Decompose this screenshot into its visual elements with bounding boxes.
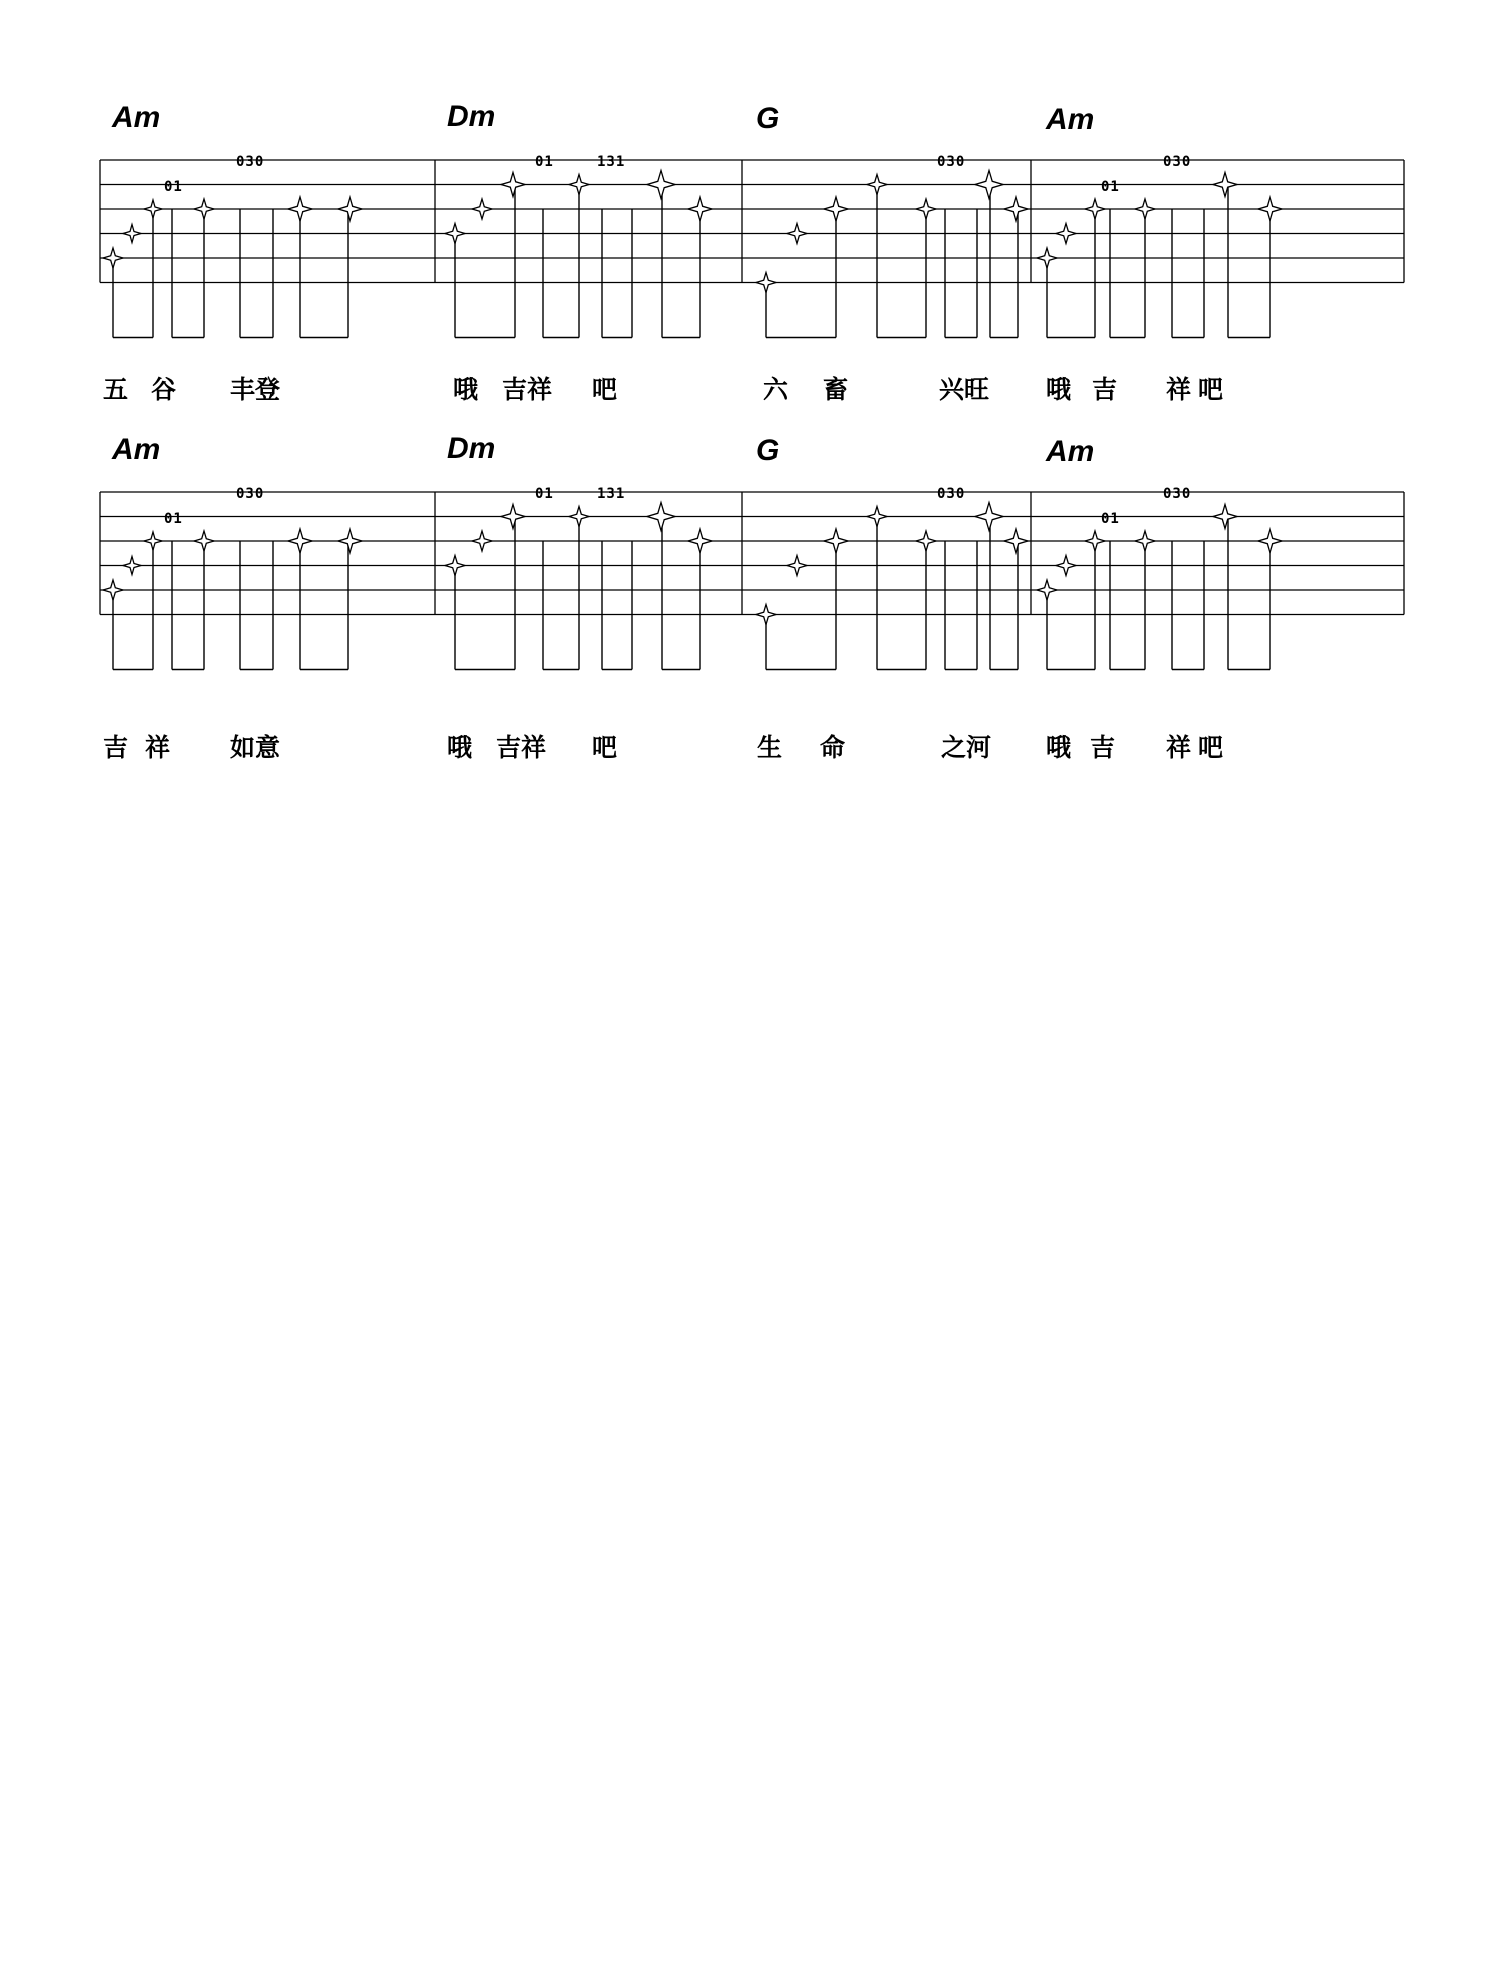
- chord-symbol: G: [756, 434, 780, 467]
- chord-symbol: G: [756, 102, 780, 135]
- fingering-label: 01: [164, 179, 183, 195]
- note-mark: [501, 173, 525, 197]
- note-mark: [1085, 531, 1105, 551]
- lyric-text: 畜: [823, 375, 849, 404]
- lyric-text: 生: [757, 733, 783, 762]
- note-mark: [338, 197, 362, 221]
- fingering-label: 030: [1163, 486, 1192, 502]
- note-mark: [1258, 197, 1282, 221]
- lyric-text: 五: [103, 375, 129, 404]
- note-mark: [288, 529, 312, 553]
- lyric-text: 之河: [941, 733, 992, 762]
- note-mark: [569, 507, 589, 527]
- note-mark: [1135, 531, 1155, 551]
- note-mark: [787, 556, 807, 576]
- note-mark: [144, 200, 162, 218]
- fingering-label: 01: [164, 511, 183, 527]
- lyric-text: 谷: [151, 375, 177, 404]
- note-mark: [1213, 505, 1237, 529]
- note-mark: [787, 224, 807, 244]
- lyric-text: 祥: [1166, 733, 1192, 762]
- lyric-text: 命: [820, 733, 846, 762]
- fingering-label: 030: [1163, 154, 1192, 170]
- note-mark: [123, 557, 141, 575]
- chord-symbol: Dm: [447, 432, 496, 465]
- lyric-text: 吉祥: [502, 375, 553, 404]
- chord-symbol: Am: [112, 101, 161, 134]
- fingering-label: 131: [597, 486, 626, 502]
- lyric-text: 吉祥: [496, 733, 547, 762]
- note-mark: [688, 529, 712, 553]
- note-mark: [1056, 556, 1076, 576]
- note-mark: [472, 199, 492, 219]
- fingering-label: 01: [1101, 179, 1120, 195]
- chord-symbol: Am: [112, 433, 161, 466]
- note-mark: [756, 605, 776, 625]
- fingering-label: 131: [597, 154, 626, 170]
- note-mark: [975, 503, 1003, 531]
- note-mark: [688, 197, 712, 221]
- note-mark: [867, 507, 887, 527]
- note-mark: [194, 199, 214, 219]
- lyric-text: 祥: [145, 733, 171, 762]
- lyric-text: 吉: [103, 733, 129, 762]
- note-mark: [1085, 199, 1105, 219]
- note-mark: [824, 529, 848, 553]
- note-mark: [1004, 529, 1028, 553]
- note-mark: [338, 529, 362, 553]
- note-mark: [103, 580, 123, 600]
- note-mark: [445, 556, 465, 576]
- chord-symbol: Am: [1046, 435, 1095, 468]
- note-mark: [916, 199, 936, 219]
- lyric-text: 祥: [1166, 375, 1192, 404]
- note-mark: [1056, 224, 1076, 244]
- chord-symbol: Am: [1046, 103, 1095, 136]
- lyric-text: 吉: [1092, 375, 1118, 404]
- lyric-text: 兴旺: [939, 375, 990, 404]
- note-mark: [288, 197, 312, 221]
- note-mark: [647, 171, 675, 199]
- note-mark: [569, 175, 589, 195]
- note-mark: [824, 197, 848, 221]
- lyric-text: 吉: [1090, 733, 1116, 762]
- fingering-label: 01: [535, 486, 554, 502]
- chord-symbol: Dm: [447, 100, 496, 133]
- lyric-text: 如意: [230, 733, 281, 762]
- fingering-label: 030: [236, 154, 265, 170]
- fingering-label: 030: [236, 486, 265, 502]
- lyric-text: 吧: [592, 375, 618, 404]
- lyric-text: 哦: [1046, 733, 1072, 762]
- note-mark: [123, 225, 141, 243]
- note-mark: [1135, 199, 1155, 219]
- lyric-text: 吧: [1198, 733, 1224, 762]
- lyric-text: 吧: [592, 733, 618, 762]
- lyric-text: 丰登: [230, 375, 281, 404]
- note-mark: [194, 531, 214, 551]
- lyric-text: 六: [763, 375, 789, 404]
- note-mark: [103, 248, 123, 268]
- note-mark: [756, 273, 776, 293]
- note-mark: [144, 532, 162, 550]
- note-mark: [445, 224, 465, 244]
- note-mark: [1258, 529, 1282, 553]
- staves: [100, 160, 1404, 670]
- note-mark: [647, 503, 675, 531]
- lyric-text: 吧: [1198, 375, 1224, 404]
- lyric-text: 哦: [447, 733, 473, 762]
- note-mark: [916, 531, 936, 551]
- lyric-text: 哦: [1046, 375, 1072, 404]
- note-mark: [867, 175, 887, 195]
- fingering-label: 030: [937, 486, 966, 502]
- fingering-label: 01: [535, 154, 554, 170]
- note-mark: [1037, 248, 1057, 268]
- note-mark: [501, 505, 525, 529]
- fingering-label: 01: [1101, 511, 1120, 527]
- note-mark: [1213, 173, 1237, 197]
- note-mark: [1037, 580, 1057, 600]
- note-mark: [975, 171, 1003, 199]
- lyric-text: 哦: [453, 375, 479, 404]
- note-mark: [1004, 197, 1028, 221]
- fingering-label: 030: [937, 154, 966, 170]
- note-mark: [472, 531, 492, 551]
